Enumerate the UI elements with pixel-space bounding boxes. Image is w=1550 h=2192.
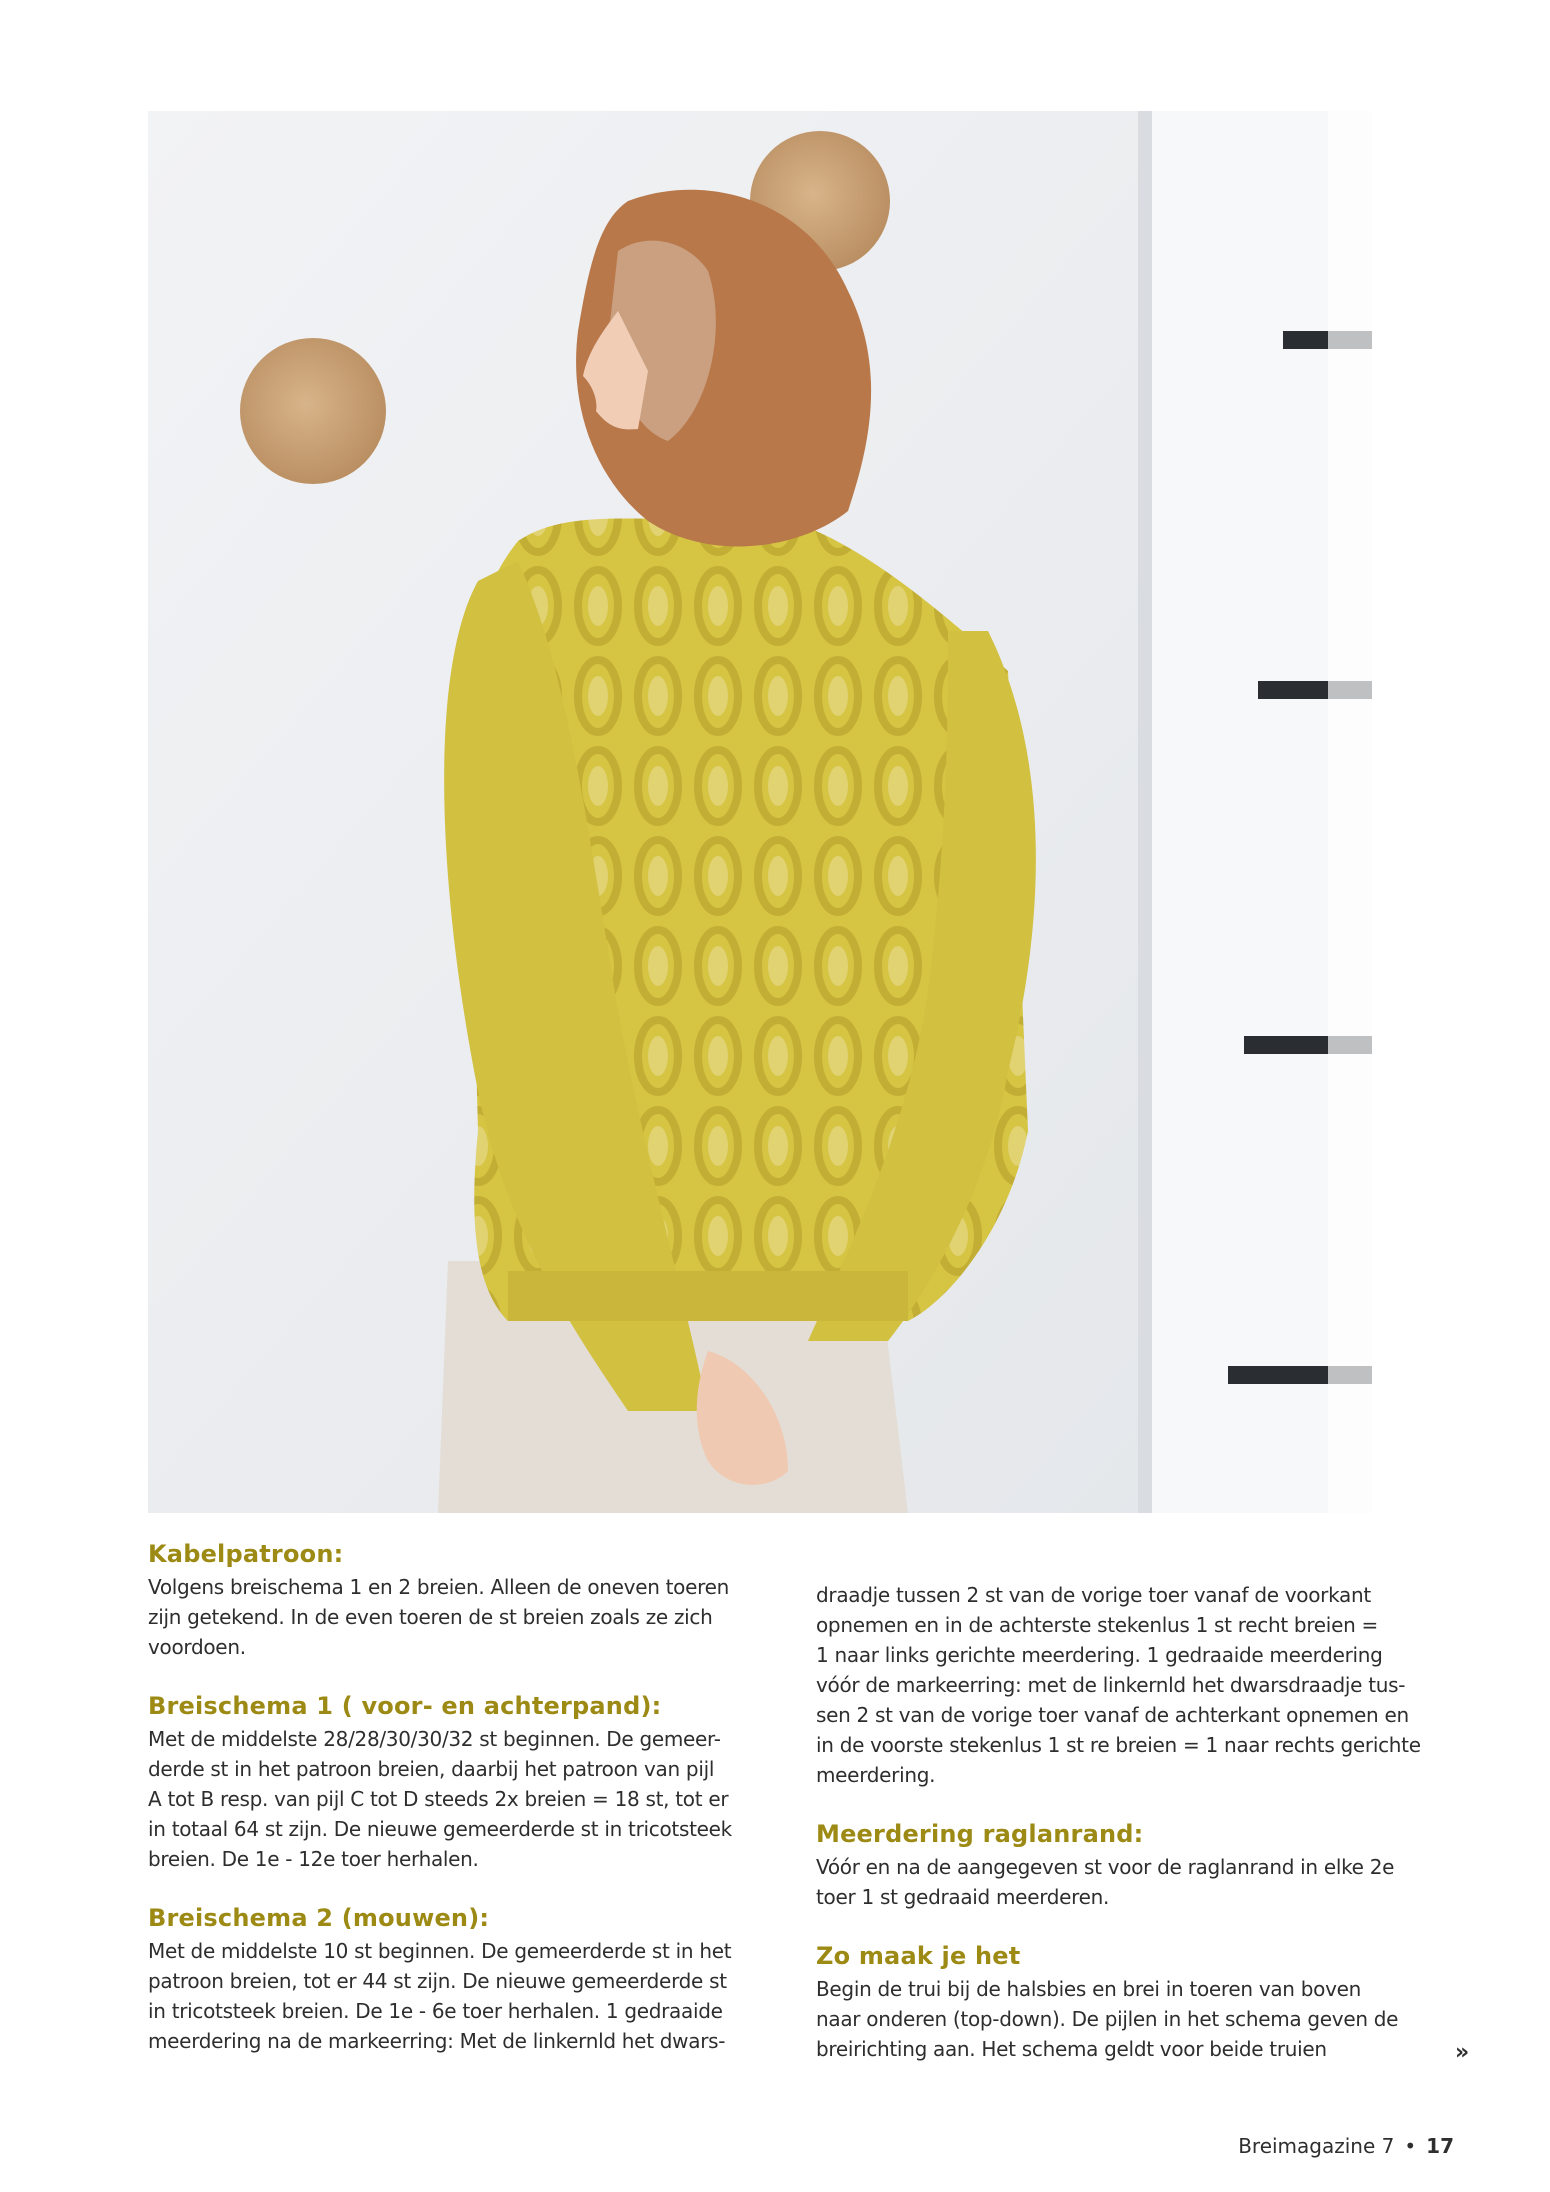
text-line: opnemen en in de achterste stekenlus 1 st recht breien = — [816, 1613, 1378, 1637]
text-line: breirichting aan. Het schema geldt voor beide truien — [816, 2037, 1327, 2061]
section-heading: Breischema 2 (mouwen): — [148, 1904, 490, 1932]
paragraph — [816, 1580, 1456, 1790]
left-column — [148, 1538, 778, 2084]
text-line: sen 2 st van de vorige toer vanaf de achterkant opnemen en — [816, 1703, 1409, 1727]
section-heading: Meerdering raglanrand: — [816, 1820, 1144, 1848]
meerdering-raglanrand-section — [816, 1818, 1456, 1912]
breischema-1-section — [148, 1690, 778, 1874]
text-line: vóór de markeerring: met de linkernld het dwarsdraadje tus- — [816, 1673, 1406, 1697]
text-line: derde st in het patroon breien, daarbij het patroon van pijl — [148, 1757, 715, 1781]
text-line: breien. De 1e - 12e toer herhalen. — [148, 1847, 479, 1871]
text-line: in tricotsteek breien. De 1e - 6e toer herhalen. 1 gedraaide — [148, 1999, 723, 2023]
text-line: zijn getekend. In de even toeren de st breien zoals ze zich — [148, 1605, 713, 1629]
right-column — [816, 1580, 1456, 2092]
paragraph — [148, 1572, 778, 1662]
text-line: in de voorste stekenlus 1 st re breien = 1 naar rechts gerichte — [816, 1733, 1421, 1757]
text-line: Met de middelste 10 st beginnen. De gemeerderde st in het — [148, 1939, 732, 1963]
text-line: A tot B resp. van pijl C tot D steeds 2x breien = 18 st, tot er — [148, 1787, 729, 1811]
magazine-name: Breimagazine 7 — [1238, 2134, 1395, 2158]
paragraph — [148, 1936, 778, 2056]
section-heading: Zo maak je het — [816, 1942, 1021, 1970]
text-line: meerdering na de markeerring: Met de linkernld het dwars- — [148, 2029, 726, 2053]
text-line: meerdering. — [816, 1763, 936, 1787]
text-line: patroon breien, tot er 44 st zijn. De nieuwe gemeerderde st — [148, 1969, 727, 1993]
text-line: Vóór en na de aangegeven st voor de raglanrand in elke 2e — [816, 1855, 1395, 1879]
section-heading: Breischema 1 ( voor- en achterpand): — [148, 1692, 662, 1720]
kabelpatroon-section — [148, 1538, 778, 1662]
separator-bullet: • — [1404, 2134, 1417, 2158]
model-photo — [148, 111, 1372, 1513]
page-footer — [1238, 2134, 1454, 2158]
continue-arrow-icon: » — [1455, 2040, 1470, 2065]
paragraph — [148, 1724, 778, 1874]
text-line: Volgens breischema 1 en 2 breien. Alleen de oneven toeren — [148, 1575, 729, 1599]
paragraph — [816, 1974, 1456, 2064]
continuation-paragraph — [816, 1580, 1456, 1790]
breischema-2-section — [148, 1902, 778, 2056]
photo-illustration — [148, 111, 1372, 1513]
text-line: naar onderen (top-down). De pijlen in het schema geven de — [816, 2007, 1399, 2031]
section-heading: Kabelpatroon: — [148, 1540, 344, 1568]
page-number: 17 — [1426, 2134, 1454, 2158]
text-line: in totaal 64 st zijn. De nieuwe gemeerderde st in tricotsteek — [148, 1817, 732, 1841]
text-line: voordoen. — [148, 1635, 246, 1659]
text-line: 1 naar links gerichte meerdering. 1 gedraaide meerdering — [816, 1643, 1383, 1667]
text-line: draadje tussen 2 st van de vorige toer vanaf de voorkant — [816, 1583, 1371, 1607]
zo-maak-je-het-section — [816, 1940, 1456, 2064]
paragraph — [816, 1852, 1456, 1912]
text-line: toer 1 st gedraaid meerderen. — [816, 1885, 1110, 1909]
text-line: Begin de trui bij de halsbies en brei in toeren van boven — [816, 1977, 1361, 2001]
text-line: Met de middelste 28/28/30/30/32 st beginnen. De gemeer- — [148, 1727, 721, 1751]
